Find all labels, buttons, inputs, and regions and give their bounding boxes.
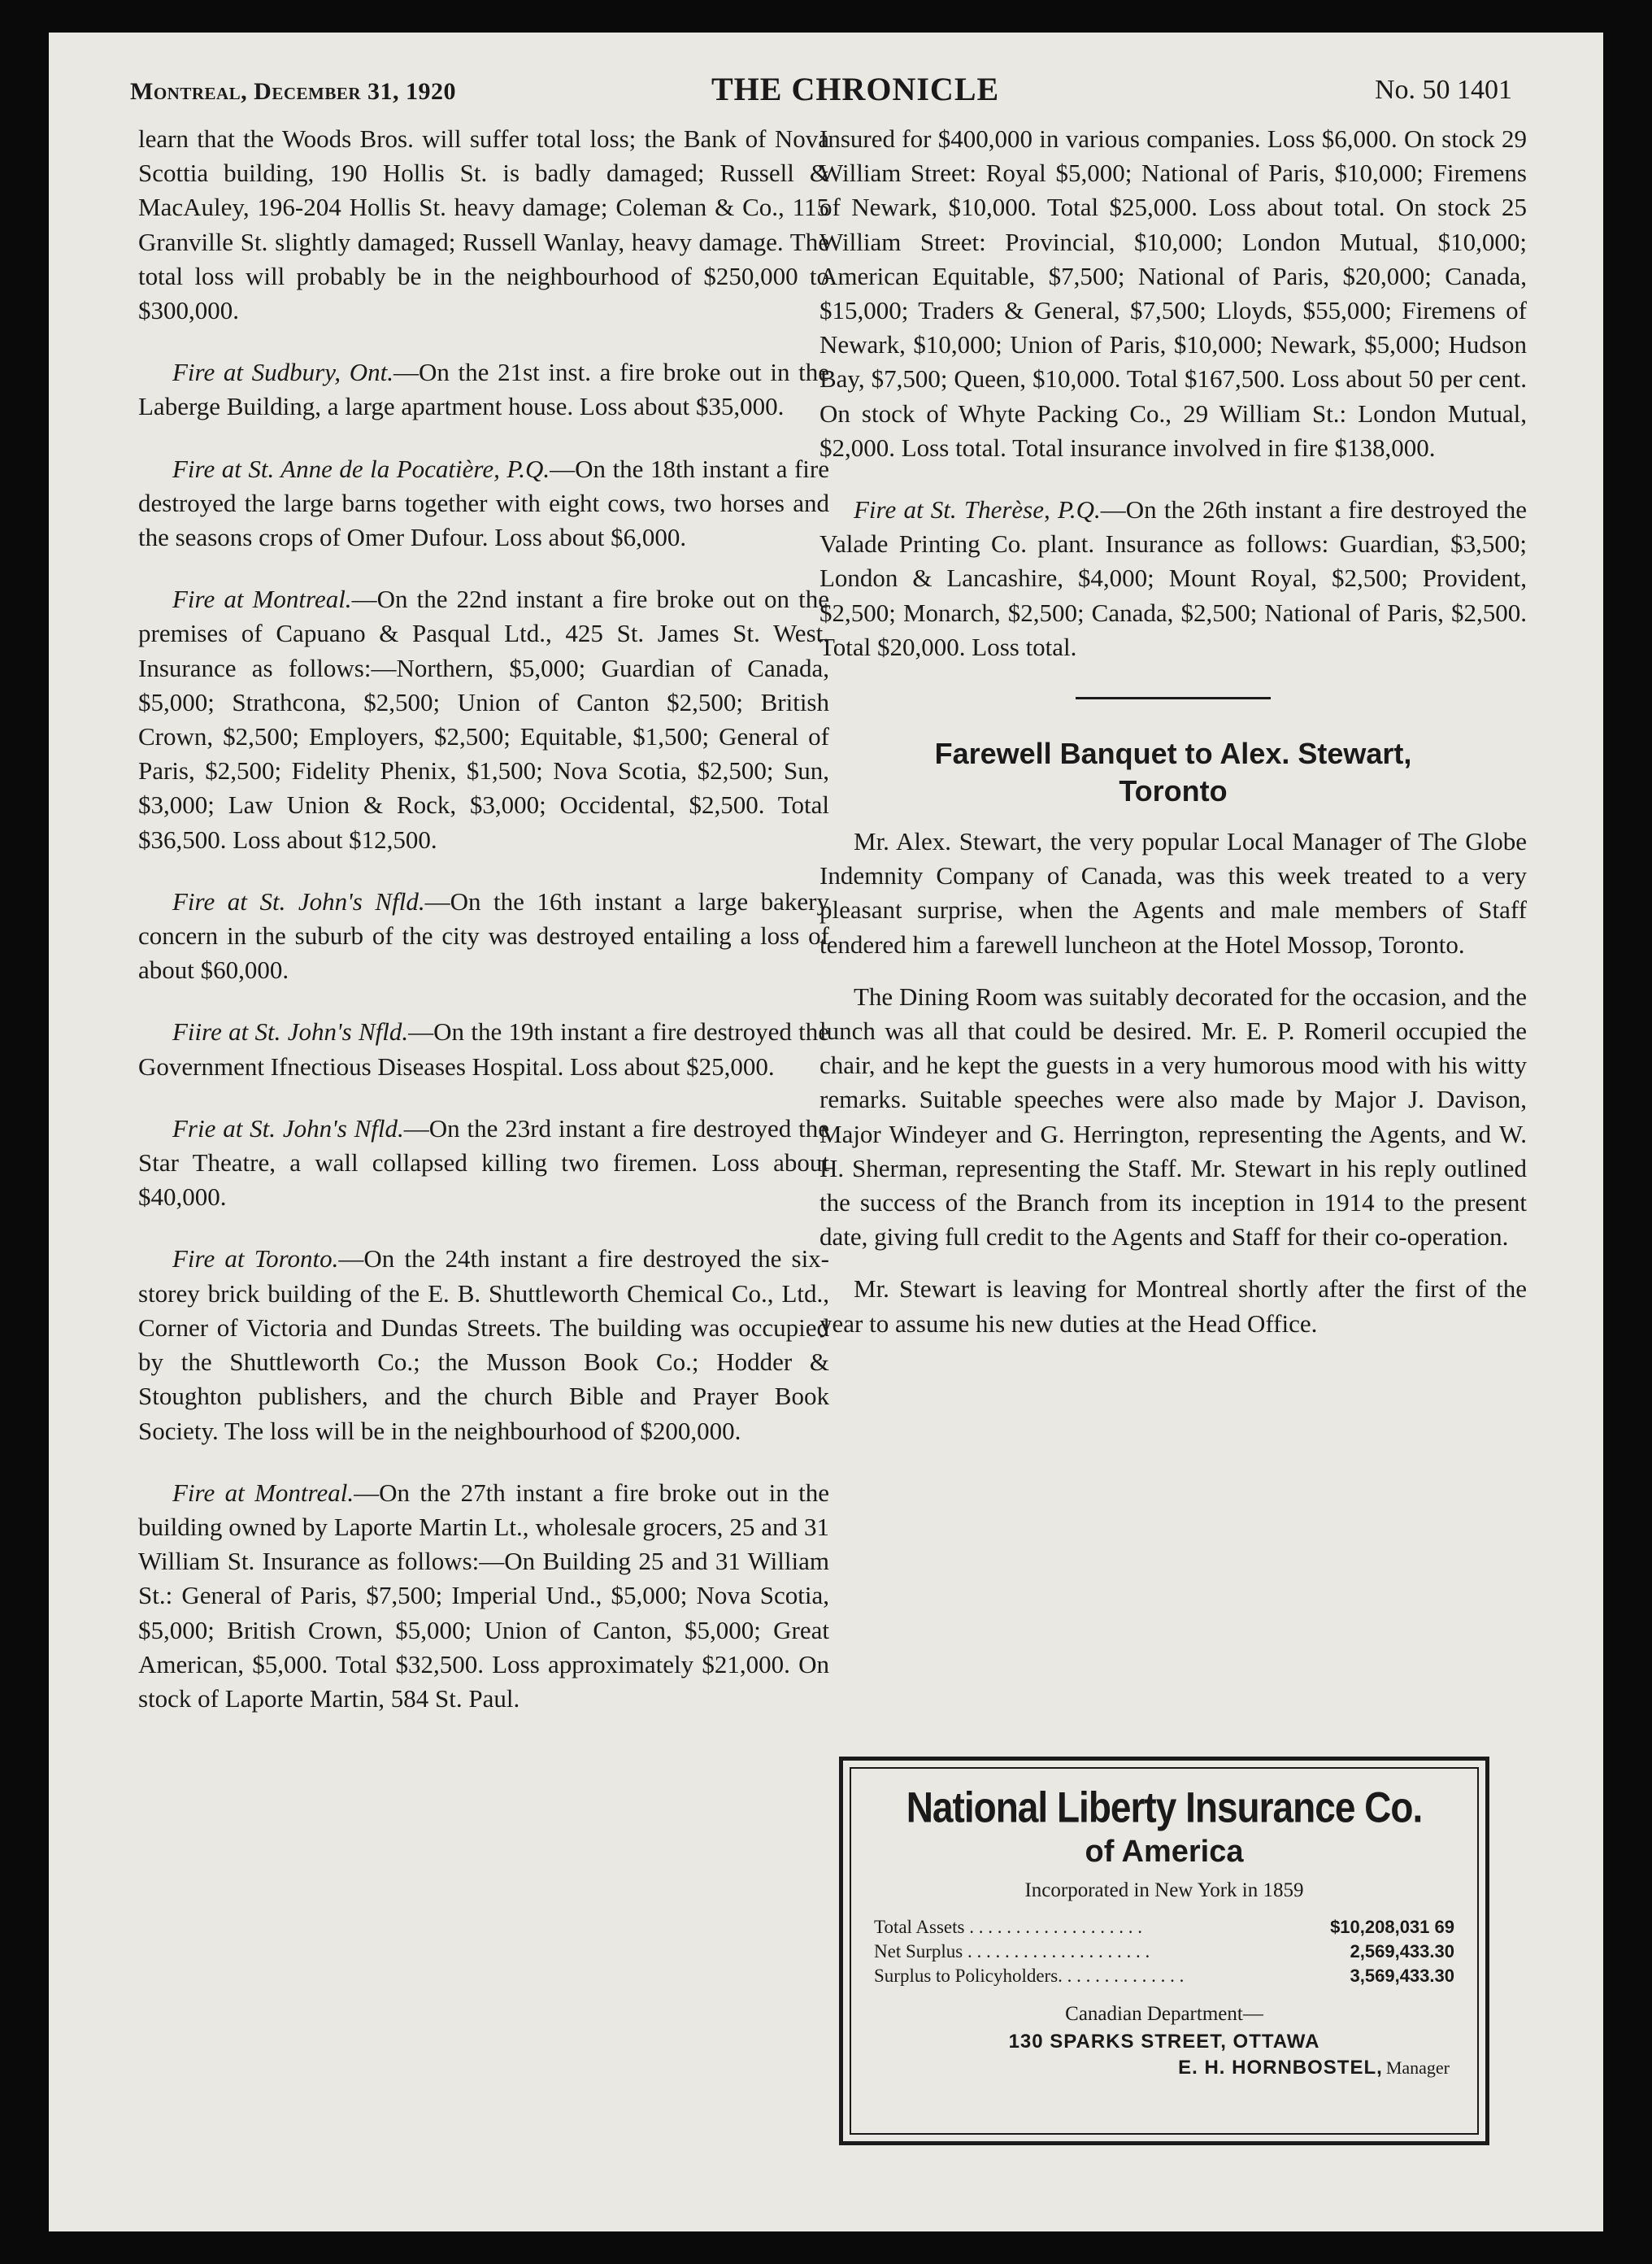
article-title (819, 735, 1527, 810)
ad-financial-row (874, 1964, 1454, 1988)
article-title-line: Farewell Banquet to Alex. Stewart, (934, 737, 1412, 771)
ad-company-name: National Liberty Insurance Co. (906, 1783, 1423, 1831)
report-heading: Fire at Toronto. (172, 1244, 339, 1274)
fire-report (138, 1242, 829, 1448)
report-text: —On the 27th instant a fire broke out in the building owned by Laporte Martin Lt., wholesale grocers, 25 and 31 William St. Insurance as follows:—On Building 25 and 31 William St.: General of Paris, $7,500; Imperial Und., $5,000; Nova Scotia, $5,000; British Crown, $5,000; Union of Canton, $5,000; Great American, $5,000. Total $32,500. Loss approximately $21,000. On stock of Laporte Martin, 584 St. Paul. (138, 1478, 829, 1713)
section-divider (1076, 697, 1271, 699)
ad-department: Canadian Department— (1065, 2003, 1263, 2025)
newspaper-page (49, 33, 1603, 2231)
fire-report (138, 885, 829, 988)
fire-report (819, 493, 1527, 664)
ad-row-value: 3,569,433.30 (1350, 1966, 1454, 1986)
report-text: Insured for $400,000 in various companies. Loss $6,000. On stock 29 William Street: Royal $5,000; National of Paris, $10,000; Firemens of Newark, $10,000. Total $25,000. Loss about total. On stock 25 William Street: Provincial, $10,000; London Mutual, $10,000; American Equitable, $7,500; National of Paris, $20,000; Canada, $15,000; Traders & General, $7,500; Lloyds, $55,000; Firemens of Newark, $10,000; Union of Paris, $10,000; Newark, $5,000; Hudson Bay, $7,500; Queen, $10,000. Total $167,500. Loss about 50 per cent. On stock of Whyte Packing Co., 29 William St.: London Mutual, $2,000. Loss total. Total insurance involved in fire $138,000. (819, 124, 1527, 462)
report-text: —On the 26th instant a fire destroyed the Valade Printing Co. plant. Insurance as follows: Guardian, $3,500; London & Lancashire, $4,000; Mount Royal, $2,500; Provident, $2,500; Monarch, $2,500; Canada, $2,500; National of Paris, $2,500. Total $20,000. Loss total. (819, 495, 1528, 661)
report-text: —On the 16th instant a large bakery concern in the suburb of the city was destroyed entailing a loss of about $60,000. (138, 886, 830, 985)
report-heading: Fire at Montreal. (172, 1478, 354, 1507)
report-text: —On the 21st inst. a fire broke out in the Laberge Building, a large apartment house. Loss about $35,000. (138, 358, 829, 421)
article-title-line: Toronto (1119, 774, 1228, 808)
ad-manager (874, 2057, 1454, 2079)
report-heading: Fire at St. Anne de la Pocatière, P.Q. (172, 454, 550, 483)
header-page-number: No. 50 1401 (1374, 75, 1512, 105)
ad-financials (874, 1915, 1454, 1988)
report-text: —On the 23rd instant a fire destroyed the Star Theatre, a wall collapsed killing two firemen. Loss about $40,000. (138, 1113, 830, 1212)
ad-financial-row (874, 1915, 1454, 1940)
ad-inner-border (850, 1767, 1479, 2135)
report-heading: Fiire at St. John's Nfld. (172, 1017, 409, 1047)
fire-report (138, 1476, 829, 1716)
left-column (138, 122, 829, 1744)
page-header (130, 63, 1512, 112)
report-text: —On the 22nd instant a fire broke out on the premises of Capuano & Pasqual Ltd., 425 St. James St. West. Insurance as follows:—Northern, $5,000; Guardian of Canada, $5,000; Strathcona, $2,500; Union of Canton $2,500; British Crown, $2,500; Employers, $2,500; Equitable, $1,500; General of Paris, $2,500; Fidelity Phenix, $1,500; Nova Scotia, $2,500; Sun, $3,000; Law Union & Rock, $3,000; Occidental, $2,500. Total $36,500. Loss about $12,500. (138, 585, 829, 854)
ad-row-value: $10,208,031 69 (1330, 1917, 1454, 1937)
header-masthead: THE CHRONICLE (711, 71, 1000, 107)
report-heading: Fire at St. Therèse, P.Q. (854, 495, 1101, 525)
ad-manager-title: Manager (1385, 2057, 1450, 2078)
ad-row-label: Surplus to Policyholders. . . . . . . . . . . . . . (874, 1966, 1185, 1986)
ad-row-label: Net Surplus . . . . . . . . . . . . . . . . . . . . (874, 1941, 1150, 1961)
right-column (819, 122, 1527, 1359)
article-paragraph: The Dining Room was suitably decorated for the occasion, and the lunch was all that could be desired. Mr. E. P. Romeril occupied the chair, and he kept the guests in a very humorous mood with his witty remarks. Suitable speeches were also made by Major J. Davison, Major Windeyer and G. Herrington, representing the Agents, and W. H. Sherman, representing the Staff. Mr. Stewart in his reply outlined the success of the Branch from its inception in 1914 to the present date, giving full credit to the Agents and Staff for their co-operation. (819, 982, 1527, 1252)
insurance-advertisement (839, 1757, 1489, 2145)
fire-report (138, 355, 829, 424)
fire-report (138, 122, 829, 328)
ad-address: 130 SPARKS STREET, OTTAWA (1008, 2031, 1320, 2053)
ad-financial-row (874, 1940, 1454, 1964)
report-text: —On the 24th instant a fire destroyed the six-storey brick building of the E. B. Shuttleworth Chemical Co., Ltd., Corner of Victoria and Dundas Streets. The building was occupied by the Shuttleworth Co.; the Musson Book Co.; Hodder & Stoughton publishers, and the church Bible and Prayer Book Society. The loss will be in the neighbourhood of $200,000. (138, 1244, 830, 1445)
ad-row-label: Total Assets . . . . . . . . . . . . . . . . . . . (874, 1917, 1142, 1937)
article-paragraph: Mr. Stewart is leaving for Montreal shortly after the first of the year to assume his new duties at the Head Office. (819, 1274, 1527, 1338)
fire-report (138, 1112, 829, 1215)
report-heading: Fire at Montreal. (172, 585, 352, 614)
report-heading: Frie at St. John's Nfld. (172, 1113, 404, 1143)
ad-row-value: 2,569,433.30 (1350, 1941, 1454, 1961)
fire-report (138, 582, 829, 857)
report-text: —On the 18th instant a fire destroyed the large barns together with eight cows, two horses and the seasons crops of Omer Dufour. Loss about $6,000. (138, 454, 830, 552)
fire-report (819, 122, 1527, 465)
ad-manager-name: E. H. HORNBOSTEL, (1178, 2057, 1383, 2079)
ad-company-sub: of America (1085, 1835, 1244, 1869)
fire-report (138, 452, 829, 555)
report-heading: Fire at Sudbury, Ont. (172, 358, 393, 387)
report-heading: Fire at St. John's Nfld. (172, 886, 425, 916)
article-paragraph: Mr. Alex. Stewart, the very popular Local Manager of The Globe Indemnity Company of Canada, was this week treated to a very pleasant surprise, when the Agents and male members of Staff tendered him a farewell luncheon at the Hotel Mossop, Toronto. (819, 827, 1527, 959)
report-text: learn that the Woods Bros. will suffer total loss; the Bank of Nova Scottia building, 190 Hollis St. is badly damaged; Russell & MacAuley, 196-204 Hollis St. heavy damage; Coleman & Co., 115 Granville St. slightly damaged; Russell Wanlay, heavy damage. The total loss will probably be in the neighbourhood of $250,000 to $300,000. (138, 124, 829, 325)
fire-report (138, 1015, 829, 1083)
ad-incorporated: Incorporated in New York in 1859 (1024, 1879, 1304, 1901)
header-dateline: Montreal, December 31, 1920 (130, 78, 457, 105)
report-text: —On the 19th instant a fire destroyed the Government Ifnectious Diseases Hospital. Loss about $25,000. (138, 1017, 830, 1081)
